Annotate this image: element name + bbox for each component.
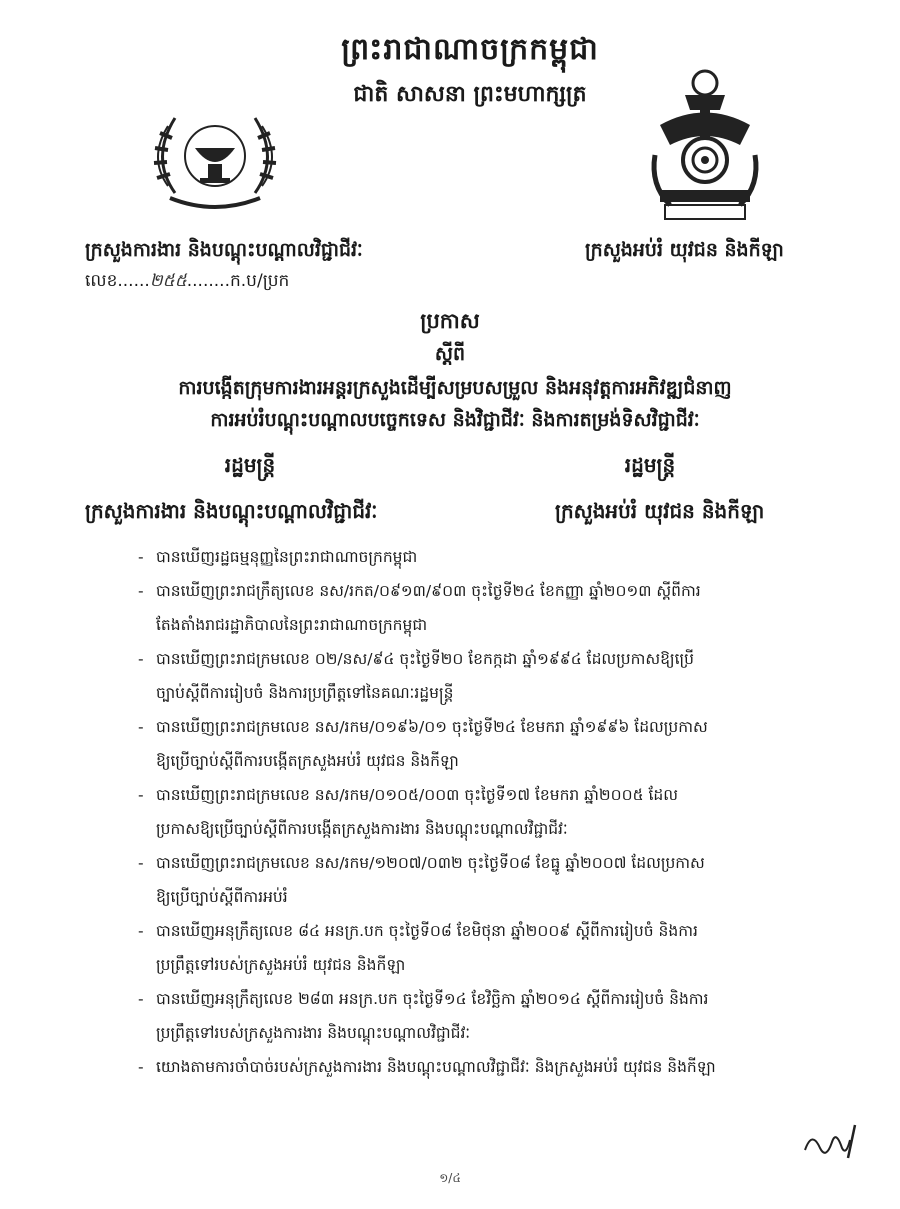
list-item: - បានឃើញព្រះរាជក្រមលេខ នស/រកម/០១០៥/០០៣ ចុះថ្ងៃទី១៧ ខែមករា ឆ្នាំ២០០៥ ដែល: [138, 786, 679, 804]
list-item: - បានឃើញរដ្ឋធម្មនុញ្ញនៃព្រះរាជាណាចក្រកម្ពុជា: [138, 548, 418, 566]
list-item-continuation: ឱ្យប្រើច្បាប់ស្តីពីការអប់រំ: [156, 888, 288, 906]
list-item: - បានឃើញអនុក្រឹត្យលេខ ៨៤ អនក្រ.បក ចុះថ្ងៃទី០៨ ខែមិថុនា ឆ្នាំ២០០៩ ស្តីពីការរៀបចំ និងការ: [138, 922, 698, 940]
list-item: - បានឃើញអនុក្រឹត្យលេខ ២៨៣ អនក្រ.បក ចុះថ្ងៃទី១៤ ខែវិច្ឆិកា ឆ្នាំ២០១៤ ស្តីពីការរៀបចំ និងការ: [138, 990, 709, 1008]
labour-ministry-logo: [140, 98, 290, 218]
document-type: ប្រកាស: [420, 309, 480, 333]
list-item-continuation: ប្រព្រឹត្តទៅរបស់ក្រសួងការងារ និងបណ្តុះបណ្តាលវិជ្ជាជីវៈ: [156, 1024, 471, 1042]
reference-prefix: លេខ......: [85, 271, 150, 291]
kingdom-heading: ព្រះរាជាណាចក្រកម្ពុជា: [341, 32, 599, 67]
reference-number: [85, 270, 415, 295]
ministry-right-name: ក្រសួងអប់រំ យុវជន និងកីឡា: [585, 239, 784, 261]
national-motto: ជាតិ សាសនា ព្រះមហាក្សត្រ: [353, 81, 587, 107]
page-number: ១/៤: [439, 1171, 461, 1185]
minister-title-right: រដ្ឋមន្ត្រី: [624, 453, 676, 477]
list-item: - បានឃើញព្រះរាជក្រមលេខ នស/រកម/០១៩៦/០១ ចុះថ្ងៃទី២៤ ខែមករា ឆ្នាំ១៩៩៦ ដែលប្រកាស: [138, 718, 708, 736]
list-item-continuation: ប្រព្រឹត្តទៅរបស់ក្រសួងអប់រំ យុវជន និងកីឡា: [156, 956, 406, 974]
list-item-continuation: ប្រកាសឱ្យប្រើច្បាប់ស្តីពីការបង្កើតក្រសួងការងារ និងបណ្តុះបណ្តាលវិជ្ជាជីវៈ: [156, 820, 568, 838]
minister-title-left: រដ្ឋមន្ត្រី: [224, 453, 276, 477]
list-item-continuation: ច្បាប់ស្តីពីការរៀបចំ និងការប្រព្រឹត្តទៅនៃគណៈរដ្ឋមន្ត្រី: [156, 684, 454, 702]
legal-basis-list: [138, 540, 858, 1084]
about-label: ស្តីពី: [434, 343, 466, 365]
subject-line-1: ការបង្កើតក្រុមការងារអន្តរក្រសួងដើម្បីសម្របសម្រួល និងអនុវត្តការអភិវឌ្ឍជំនាញ: [178, 377, 732, 399]
ministry-left-name: ក្រសួងការងារ និងបណ្តុះបណ្តាលវិជ្ជាជីវៈ: [85, 239, 363, 261]
reference-handwritten-number: ២៥៥: [149, 271, 187, 291]
list-item: - បានឃើញព្រះរាជក្រឹត្យលេខ នស/រកត/០៩១៣/៩០៣ ចុះថ្ងៃទី២៤ ខែកញ្ញា ឆ្នាំ២០១៣ ស្តីពីការ: [138, 582, 701, 600]
reference-suffix: ........ក.ប/ប្រក: [186, 271, 290, 291]
minister-ministry-left: ក្រសួងការងារ និងបណ្តុះបណ្តាលវិជ្ជាជីវៈ: [85, 499, 378, 523]
minister-ministry-right: ក្រសួងអប់រំ យុវជន និងកីឡា: [555, 499, 765, 523]
list-item: - យោងតាមការចាំបាច់របស់ក្រសួងការងារ និងបណ្តុះបណ្តាលវិជ្ជាជីវៈ និងក្រសួងអប់រំ យុវជន និងកីឡា: [138, 1058, 716, 1076]
list-item: - បានឃើញព្រះរាជក្រមលេខ នស/រកម/១២០៧/០៣២ ចុះថ្ងៃទី០៨ ខែធ្នូ ឆ្នាំ២០០៧ ដែលប្រកាស: [138, 854, 705, 872]
list-item: - បានឃើញព្រះរាជក្រមលេខ ០២/នស/៩៤ ចុះថ្ងៃទី២០ ខែកក្កដា ឆ្នាំ១៩៩៤ ដែលប្រកាសឱ្យប្រើ: [138, 650, 694, 668]
subject-line-2: ការអប់រំបណ្តុះបណ្តាលបច្ចេកទេស និងវិជ្ជាជីវៈ និងការតម្រង់ទិសវិជ្ជាជីវៈ: [210, 409, 700, 431]
initials-signature: [800, 1120, 870, 1160]
education-ministry-logo: [645, 65, 765, 230]
list-item-continuation: ឱ្យប្រើច្បាប់ស្តីពីការបង្កើតក្រសួងអប់រំ យុវជន និងកីឡា: [156, 752, 459, 770]
list-item-continuation: តែងតាំងរាជរដ្ឋាភិបាលនៃព្រះរាជាណាចក្រកម្ពុជា: [156, 616, 428, 634]
